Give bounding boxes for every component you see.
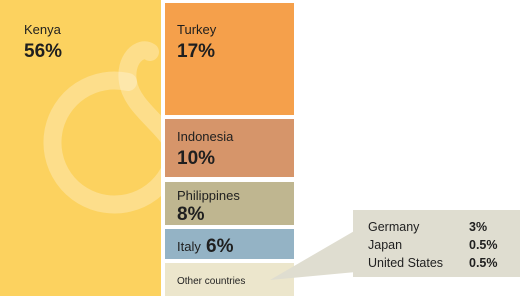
kenya-name-label: Kenya xyxy=(24,22,61,37)
turkey-value-label: 17% xyxy=(177,41,216,62)
indonesia-value-label: 10% xyxy=(177,148,216,169)
indonesia-name-label: Indonesia xyxy=(177,129,234,144)
callout-row-japan-name: Japan xyxy=(368,238,403,252)
italy-value-label: 6% xyxy=(206,236,234,257)
other-countries-label: Other countries xyxy=(177,276,246,287)
callout-row-germany-value: 3% xyxy=(469,220,488,234)
callout-row-japan-value: 0.5% xyxy=(469,238,498,252)
philippines-name-label: Philippines xyxy=(177,188,240,203)
italy-name-label: Italy xyxy=(177,239,201,254)
philippines-value-label: 8% xyxy=(177,204,205,225)
callout-row-united-states-name: United States xyxy=(368,256,444,270)
turkey-name-label: Turkey xyxy=(177,22,217,37)
kenya-value-label: 56% xyxy=(24,41,63,62)
callout-row-united-states-value: 0.5% xyxy=(469,256,498,270)
callout-row-germany-name: Germany xyxy=(368,220,420,234)
